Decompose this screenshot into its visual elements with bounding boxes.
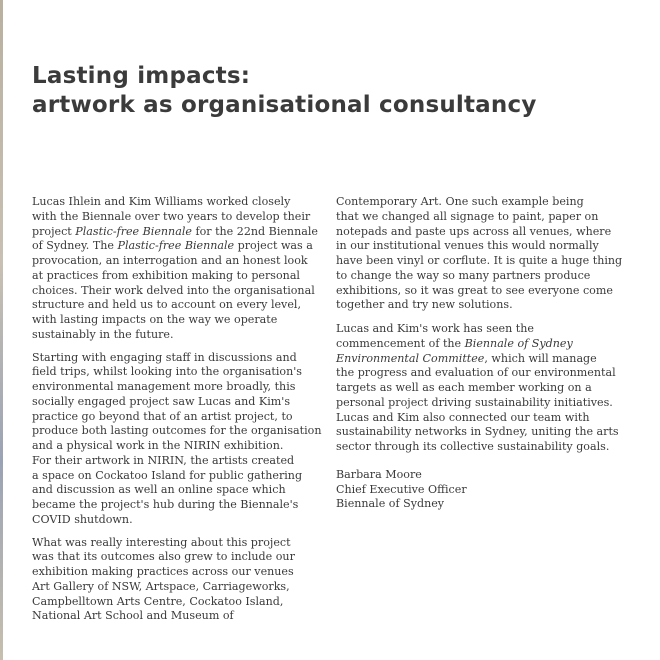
page-title-line-1: Lasting impacts:	[32, 63, 251, 89]
text-line: environmental management more broadly, this	[32, 380, 296, 393]
text-line: Lucas Ihlein and Kim Williams worked closely	[32, 195, 291, 208]
left-column	[32, 195, 327, 632]
italic-title: Plastic-free Biennale	[75, 224, 192, 238]
paragraph-signage	[336, 195, 628, 313]
text-line: of Sydney. The Plastic-free Biennale project was a	[32, 239, 313, 253]
text-line: a space on Cockatoo Island for public gathering	[32, 468, 303, 482]
page-title	[32, 62, 537, 120]
text-line: For their artwork in NIRIN, the artists created	[32, 453, 295, 467]
text-line: became the project's hub during the Biennale's	[32, 498, 299, 511]
paragraph-committee	[336, 322, 628, 455]
text-line: notepads and paste ups across all venues, where	[336, 224, 612, 238]
text-line: Campbelltown Arts Centre, Cockatoo Island,	[32, 594, 284, 608]
text-line: was that its outcomes also grew to include our	[32, 550, 295, 564]
text-line: produce both lasting outcomes for the organisation	[32, 424, 322, 438]
paragraph-engagement	[32, 351, 327, 528]
text-line: targets as well as each member working on a	[336, 381, 592, 394]
text-line: Starting with engaging staff in discussions and	[32, 350, 297, 364]
right-column	[336, 195, 628, 512]
text-line: Lucas and Kim also connected our team with	[336, 410, 590, 424]
text-line: structure and held us to account on every level,	[32, 298, 301, 312]
signature-role: Chief Executive Officer	[336, 482, 467, 496]
text-line: project Plastic-free Biennale for the 22nd Biennale	[32, 224, 318, 238]
paragraph-intro	[32, 195, 327, 343]
text-line: socially engaged project saw Lucas and Kim's	[32, 394, 291, 408]
text-line: sector through its collective sustainability goals.	[336, 440, 610, 453]
signature-block	[336, 468, 628, 512]
text-line: the progress and evaluation of our environmental	[336, 366, 616, 380]
text-line: Environmental Committee, which will manage	[336, 351, 597, 365]
text-line: field trips, whilst looking into the organisation's	[32, 365, 302, 379]
text-line: sustainably in the future.	[32, 327, 174, 341]
text-line: Lucas and Kim's work has seen the	[336, 322, 534, 335]
text-line: to change the way so many partners produce	[336, 268, 591, 282]
text-line: practice go beyond that of an artist project, to	[32, 409, 293, 423]
text-line: What was really interesting about this project	[32, 535, 291, 549]
italic-title: Biennale of Sydney	[464, 336, 573, 350]
text-line: provocation, an interrogation and an honest look	[32, 254, 308, 267]
text-line: and a physical work in the NIRIN exhibition.	[32, 439, 284, 452]
text-line: have been vinyl or corflute. It is quite a huge thing	[336, 254, 623, 267]
text-line: COVID shutdown.	[32, 512, 133, 526]
text-line: exhibition making practices across our venues	[32, 565, 294, 578]
text-line: with lasting impacts on the way we operate	[32, 313, 278, 326]
text-line: commencement of the Biennale of Sydney	[336, 336, 573, 350]
text-line: in our institutional venues this would normally	[336, 239, 599, 253]
text-line: choices. Their work delved into the organisational	[32, 283, 315, 297]
text-line: and discussion as well an online space which	[32, 483, 286, 497]
page-title-line-2: artwork as organisational consultancy	[32, 92, 537, 118]
italic-title: Environmental Committee	[336, 351, 485, 365]
text-line: together and try new solutions.	[336, 298, 513, 312]
paragraph-outcomes	[32, 536, 327, 625]
text-line: exhibitions, so it was great to see everyone come	[336, 283, 613, 297]
italic-title: Plastic-free Biennale	[117, 239, 235, 253]
text-line: at practices from exhibition making to personal	[32, 268, 300, 282]
page-edge-strip	[0, 0, 3, 660]
text-line: sustainability networks in Sydney, uniting the arts	[336, 425, 619, 439]
text-line: personal project driving sustainability initiatives.	[336, 395, 613, 409]
signature-organisation: Biennale of Sydney	[336, 497, 445, 511]
text-line: National Art School and Museum of	[32, 609, 234, 623]
signature-name: Barbara Moore	[336, 467, 422, 481]
text-line: that we changed all signage to paint, paper on	[336, 209, 599, 223]
text-line: Art Gallery of NSW, Artspace, Carriageworks,	[32, 579, 290, 593]
text-line: with the Biennale over two years to develop their	[32, 209, 311, 223]
text-line: Contemporary Art. One such example being	[336, 195, 584, 208]
